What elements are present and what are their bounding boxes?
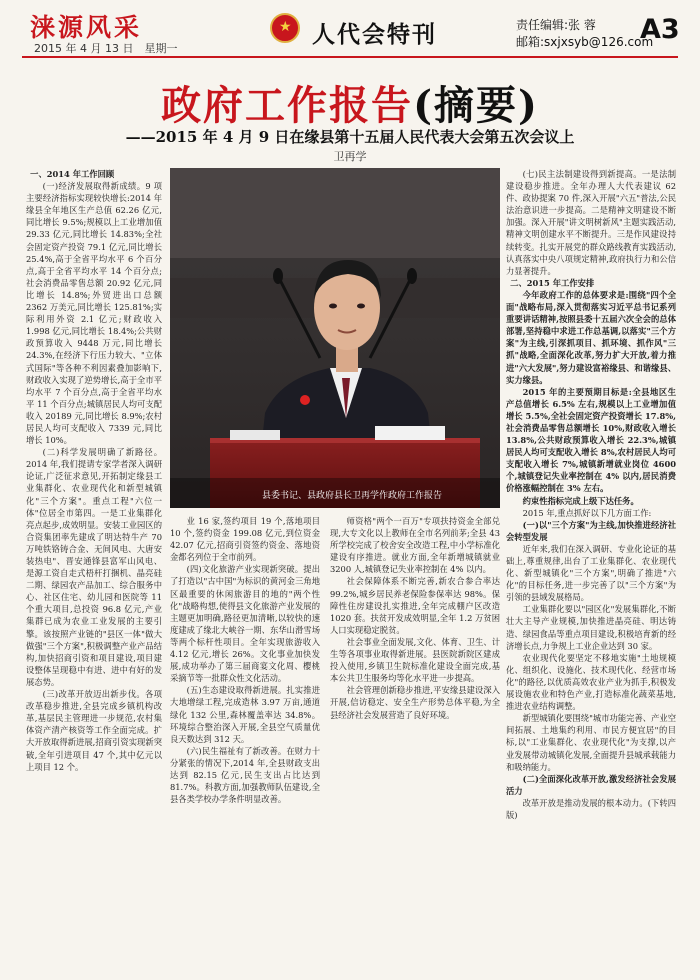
title-summary-tag: (摘要)	[413, 82, 539, 129]
paragraph: (六)民生福祉有了新改善。在财力十分紧张的情况下,2014 年,全县财政支出达到 82.15 亿元,民生支出占比达到 81.7%。科教方面,加强教师队伍建设,全县各类学校办学条件明显改善。	[170, 745, 320, 805]
editor-credit: 责任编辑:张 蓉	[516, 18, 596, 32]
paragraph: 师资格"两个一百万"专项扶持资金全部兑现,大专文化以上教师在全市名列前茅;全县 43 所学校完成了校舍安全改造工程,中小学标准化建设有序推进。就业方面,全年新增城镇就业 3200 人,城镇登记失业率控制在 4% 以内。	[330, 516, 500, 575]
section-heading: 一、2014 年工作回顾	[30, 169, 115, 179]
text-column-2	[170, 515, 320, 973]
paragraph: (三)改革开放迈出新步伐。各项改革稳步推进,全县完成乡镇机构改革,基层民主管理进一步规范,农村集体资产清产核资等工作全面完成。扩大开放取得新进展,招商引资实现新突破,全年引进项目 47 个,其中亿元以上项目 12 个。	[26, 689, 162, 772]
editor-email: 邮箱:sxjxsyb@126.com	[516, 35, 654, 49]
text-column-3	[330, 515, 500, 973]
special-edition-title: 人代会特刊	[312, 21, 437, 48]
paragraph: 今年政府工作的总体要求是:围绕"四个全面"战略布局,深入贯彻落实习近平总书记系列重要讲话精神,按照县委十五届六次全会的总体部署,坚持稳中求进工作总基调,以落实"三个方案"为主线,引深抓项目、抓环境、抓作风"三抓"战略,全面深化改革,努力扩大开放,着力推进"六大发展",努力建设富裕缘县、和谐缘县、实力缘县。	[506, 289, 676, 385]
national-emblem-icon	[270, 13, 300, 43]
title-main: 政府工作报告	[161, 82, 414, 129]
paragraph: 近年来,我们在深入调研、专业化论证的基础上,尊重规律,出台了工业集群化、农业现代化、新型城镇化"三个方案",明确了推进"六化"的目标任务,进一步完善了以"三个方案"为引领的县域发展格局。	[506, 543, 676, 603]
header-divider	[22, 56, 678, 58]
photo-caption: 县委书记、县政府县长卫再学作政府工作报告	[262, 491, 443, 501]
paragraph: 约束性指标完成上级下达任务。	[522, 495, 639, 506]
text-column-1	[26, 168, 162, 973]
page-number: A3	[640, 14, 680, 45]
paragraph: 2015 年的主要预期目标是:全县地区生产总值增长 6.5% 左右,规模以上工业增加值增长 5.5%,全社会固定资产投资增长 17.8%,社会消费品零售总额增长 10%,财政收入增长 13.8%,公共财政预算收入增长 22.3%,城镇居民人均可支配收入增长 8%,农村居民人均可支配收入增长 7%,城镇新增就业岗位 4600 个,城镇登记失业率控制在 4% 以内,居民消费价格涨幅控制在 3% 左右。	[506, 386, 676, 494]
article-author: 卫再学	[333, 150, 367, 163]
paragraph: (一)以"三个方案"为主线,加快推进经济社会转型发展	[506, 519, 676, 542]
paragraph: 业 16 家,签约项目 19 个,落地项目 10 个,签约资金 199.08 亿元,到位资金 42.07 亿元,招商引资签约资金、落地资金都名列位于全市前列。	[170, 516, 320, 563]
paragraph: 社会保障体系不断完善,新农合参合率达 99.2%,城乡居民养老保险参保率达 98%。保障性住房建设扎实推进,全年完成棚户区改造 1020 套。扶贫开发成效明显,全年 1.2 万贫困人口实现稳定脱贫。	[330, 576, 500, 635]
paragraph: 社会事业全面发展,文化、体育、卫生、计生等各项事业取得新进展。县医院新院区建成投入使用,乡镇卫生院标准化建设全面完成,基本公共卫生服务均等化水平进一步提高。	[330, 636, 500, 684]
section-heading: 二、2015 年工作安排	[510, 277, 595, 288]
masthead	[0, 0, 700, 62]
paragraph: 新型城镇化要围绕"城市功能完善、产业空间拓展、土地集约利用、市民方便宜居"的目标,以"工业集群化、农业现代化"为支撑,以产业发展带动城镇化发展,全面提升县城承载能力和吸纳能力。	[506, 713, 676, 772]
paragraph: 农业现代化要坚定不移地实施"土地规模化、组织化、设施化、技术现代化、经营市场化"的路径,以优质高效农业产业为抓手,积极发展设施农业和特色产业,打造标准化蔬菜基地,推进农业结构调整。	[506, 652, 676, 712]
text-column-4	[506, 168, 676, 973]
article-subtitle: ——2015 年 4 月 9 日在缘县第十五届人民代表大会第五次会议上	[125, 128, 575, 146]
paragraph: 改革开放是推动发展的根本动力。(下转四版)	[506, 797, 676, 820]
paragraph: (一)经济发展取得新成绩。9 项主要经济指标实现较快增长:2014 年缘县全年地区生产总值 62.26 亿元,同比增长 9.5%;规模以上工业增加值 29.33 亿元,同比增长 14.83%;全社会固定资产投资 79.1 亿元,同比增长 25.4%,高于全省平均水平 6 个百分点,高于全省平均水平 14 个百分点;社会消费品零售总额 20.92 亿元,同比增长 14.8%;外贸进出口总额 2362 万美元,同比增长 125.81%;实际利用外资 2.1 亿元;财政收入 1.998 亿元,同比增长 18.4%;公共财政预算收入 9448 万元,同比增长 24.3%,在经济下行压力较大、"立体式国际"等各种不利因素叠加影响下,财政收入实现了逆势增长,高于全市平均水平 7 个百分点,高于全省平均水平 11 个百分点;城镇居民人均可支配收入 20189 元,同比增长 8.9%;农村居民人均可支配收入 7339 元,同比增长 10%。	[26, 181, 162, 446]
paragraph: 2015 年,重点抓好以下几方面工作:	[522, 507, 652, 518]
paragraph: 工业集群化要以"园区化"发展集群化,不断壮大主导产业规模,加快推进晶亮硅、明达铸造、绿园食品等重点项目建设,积极培育新的经济增长点,力争规上工业企业达到 30 家。	[506, 604, 676, 651]
speaker-photo	[170, 168, 500, 508]
paragraph: (七)民主法制建设得到新提高。一是法制建设稳步推进。全年办理人大代表建议 62 件、政协提案 70 件,深入开展"六五"普法,公民法治意识进一步提高。二是精神文明建设不断加强。深入开展"讲文明树新风"主题实践活动,精神文明创建水平不断提升。三是作风建设持续转变。扎实开展党的群众路线教育实践活动,认真落实中央八项规定精神,政府执行力和公信力显著提升。	[506, 169, 676, 276]
paper-logo: 涞源风采	[30, 13, 143, 42]
paragraph: (二)全面深化改革开放,激发经济社会发展活力	[506, 773, 676, 796]
paragraph: (五)生态建设取得新进展。扎实推进大地增绿工程,完成造林 3.97 万亩,通道绿化 132 公里,森林覆盖率达 34.8%。环境综合整治深入开展,全县空气质量优良天数达到 312 天。	[170, 685, 320, 744]
article-title	[0, 74, 700, 131]
paragraph: (二)科学发展明确了新路径。2014 年,我们提请专家学者深入调研论证,广泛征求意见,开拓制定缘县工业集群化、农业现代化和新型城镇化"三个方案"。重点工程"六位一体"位居全市第四。一是工业集群化亮点起步,成效明显。安装工业园区的合资集团率先建成了明达特牛产 70 万吨铁铬铸合金、无间风电、大唐安装热电"、晋安通锋县富军山风电、是源工资自走式梧杆打捆机、晶亮硅二期、绿园农产品加工、综合服务中心、社区住宅、幼儿园和医院等 11 个重大项目,总投资 96.8 亿元,产业集群已成为农业工业发展的主要引擎。该按照产业链的"县区一体"做大做强"三个方案",积极调整产业产品结构,加快招商引资和项目建设,项目建设整体呈现稳中有进、进中有好的发展态势。	[26, 447, 162, 687]
issue-date: 2015 年 4 月 13 日 星期一	[34, 42, 178, 55]
paragraph: (四)文化旅游产业实现新突破。提出了打造以"古中国"为标识的黄河金三角地区最重要的休闲旅游目的地的"两个性化"战略构想,使得县文化旅游产业发展的主题更加明确,路径更加清晰,以较快的速度建成了缘北大峡谷一期、东华山滑雪场等两个标杆性项目。全年实现旅游收入 4.12 亿元,增长 26%。文化事业加快发展,成功举办了第三届商宴文化周、樱桃采摘节等一批群众性文化活动。	[170, 564, 320, 684]
paragraph: 社会管理创新稳步推进,平安缘县建设深入开展,信访稳定、安全生产形势总体平稳,为全县经济社会发展营造了良好环境。	[330, 685, 500, 720]
